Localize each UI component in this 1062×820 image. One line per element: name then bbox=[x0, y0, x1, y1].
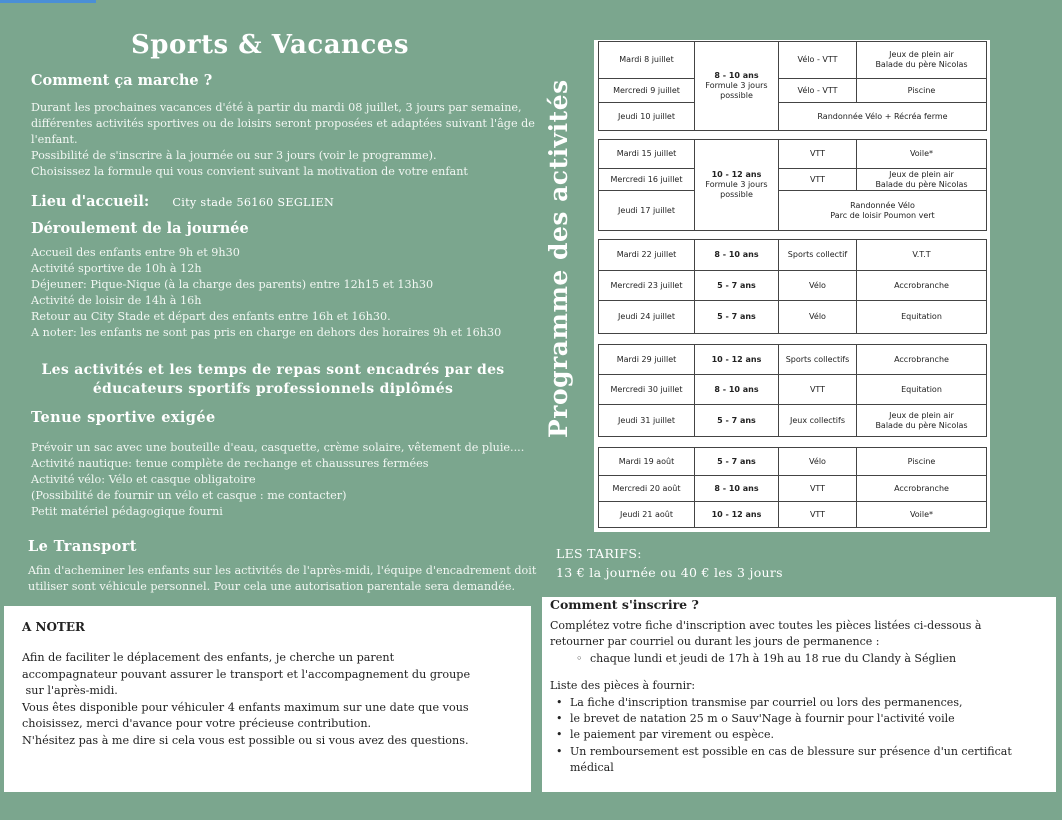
table-cell: Accrobranche bbox=[857, 345, 987, 375]
noter-box bbox=[4, 606, 531, 792]
table-cell: Jeudi 10 juillet bbox=[599, 103, 695, 131]
transport-text: Afin d'acheminer les enfants sur les activités de l'après-midi, l'équipe d'encadrement doit utiliser sont véhicule personnel. Pour cela une autorisation parentale sera demandée. bbox=[28, 564, 537, 593]
table-row bbox=[599, 271, 987, 301]
table-cell: Randonnée Vélo Parc de loisir Poumon vert bbox=[779, 191, 987, 231]
table-cell: Voile* bbox=[857, 140, 987, 169]
table-cell: Jeudi 24 juillet bbox=[599, 301, 695, 334]
table-cell: Vélo bbox=[779, 448, 857, 476]
schedule-week-1 bbox=[598, 41, 987, 131]
table-cell: Piscine bbox=[857, 448, 987, 476]
table-cell: 8 - 10 ans bbox=[695, 240, 779, 271]
table-row bbox=[599, 79, 987, 103]
table-cell: 8 - 10 ans bbox=[695, 375, 779, 405]
inscription-text: Complétez votre fiche d'inscription avec toutes les pièces listées ci-dessous à retourner par courriel ou durant les jours de permanence : ◦ chaque lundi et jeudi de 17h à 19h au 18 rue du Clandy à Séglien Liste des pièces à fournir: • La fiche d'inscription transmise par courriel ou lors des permanences, • le brevet de natation 25 m o Sauv'Nage à fournir pour l'activité voile • le paiement par virement ou espèce. • Un remboursement est possible en cas de blessure sur présence d'un certificat médical bbox=[550, 618, 1050, 777]
table-row bbox=[599, 448, 987, 476]
lieu-label: Lieu d'accueil: bbox=[31, 193, 150, 210]
table-cell: 5 - 7 ans bbox=[695, 405, 779, 437]
table-row bbox=[599, 345, 987, 375]
inscription-box bbox=[542, 597, 1056, 792]
table-cell: Vélo - VTT bbox=[779, 42, 857, 79]
table-row bbox=[599, 169, 987, 191]
corner-tab bbox=[0, 0, 96, 3]
table-cell: Vélo bbox=[779, 301, 857, 334]
table-row bbox=[599, 42, 987, 79]
tarifs-heading: LES TARIFS: bbox=[556, 546, 642, 561]
table-row bbox=[599, 103, 987, 131]
table-cell: VTT bbox=[779, 140, 857, 169]
table-row bbox=[599, 191, 987, 231]
schedule-table bbox=[594, 40, 990, 532]
how-heading: Comment ça marche ? bbox=[31, 72, 213, 89]
tarifs-value: 13 € la journée ou 40 € les 3 jours bbox=[556, 565, 783, 580]
table-row bbox=[599, 140, 987, 169]
schedule-week-2 bbox=[598, 139, 987, 231]
table-cell: Mercredi 9 juillet bbox=[599, 79, 695, 103]
table-cell: Equitation bbox=[857, 301, 987, 334]
table-cell: Mercredi 30 juillet bbox=[599, 375, 695, 405]
week1-age: 8 - 10 ans Formule 3 jours possible bbox=[695, 42, 779, 131]
schedule-week-3 bbox=[598, 239, 987, 334]
lieu-accueil bbox=[31, 191, 334, 210]
table-cell: 5 - 7 ans bbox=[695, 448, 779, 476]
table-cell: Jeux de plein air Balade du père Nicolas bbox=[857, 405, 987, 437]
table-cell: VTT bbox=[779, 169, 857, 191]
tenue-heading: Tenue sportive exigée bbox=[31, 409, 216, 426]
table-cell: 8 - 10 ans bbox=[695, 476, 779, 502]
noter-text: Afin de faciliter le déplacement des enfants, je cherche un parent accompagnateur pouvant assurer le transport et l'accompagnement du groupe sur l'après-midi. Vous êtes disponible pour véhiculer 4 enfants maximum sur une date que vous choisissez, merci d'avance pour votre précieuse contribution. N'hésitez pas à me dire si cela vous est possible ou si vous avez des questions. bbox=[22, 651, 471, 747]
table-cell: Mardi 15 juillet bbox=[599, 140, 695, 169]
inscription-heading: Comment s'inscrire ? bbox=[550, 597, 699, 612]
noter-heading: A NOTER bbox=[22, 620, 85, 634]
table-cell: VTT bbox=[779, 476, 857, 502]
table-cell: 5 - 7 ans bbox=[695, 271, 779, 301]
table-cell: Voile* bbox=[857, 502, 987, 528]
how-text: Durant les prochaines vacances d'été à partir du mardi 08 juillet, 3 jours par semaine, différentes activités sportives ou de loisirs seront proposées et adaptées suivant l'âge de l'enfant. Possibilité de s'inscrire à la journée ou sur 3 jours (voir le programme). Choisissez la formule qui vous convient suivant la motivation de votre enfant bbox=[31, 101, 535, 178]
table-cell: 10 - 12 ans bbox=[695, 345, 779, 375]
table-cell: Accrobranche bbox=[857, 271, 987, 301]
table-cell: Jeudi 17 juillet bbox=[599, 191, 695, 231]
table-cell: VTT bbox=[779, 375, 857, 405]
table-row bbox=[599, 476, 987, 502]
deroulement-text: Accueil des enfants entre 9h et 9h30 Activité sportive de 10h à 12h Déjeuner: Pique-Nique (à la charge des parents) entre 12h15 et 13h30 Activité de loisir de 14h à 16h Retour au City Stade et départ des enfants entre 16h et 16h30. A noter: les enfants ne sont pas pris en charge en dehors des horaires 9h et 16h30 bbox=[31, 246, 502, 339]
table-row bbox=[599, 502, 987, 528]
table-row bbox=[599, 301, 987, 334]
list-item: • Un remboursement est possible en cas de blessure sur présence d'un certificat bbox=[550, 744, 1050, 760]
table-cell: Accrobranche bbox=[857, 476, 987, 502]
transport-heading: Le Transport bbox=[28, 538, 137, 555]
table-cell: Equitation bbox=[857, 375, 987, 405]
deroulement-heading: Déroulement de la journée bbox=[31, 220, 249, 237]
list-item: • le paiement par virement ou espèce. bbox=[550, 727, 1050, 743]
table-cell: V.T.T bbox=[857, 240, 987, 271]
table-cell: Mercredi 16 juillet bbox=[599, 169, 695, 191]
table-row bbox=[599, 375, 987, 405]
table-cell: Jeudi 31 juillet bbox=[599, 405, 695, 437]
tenue-text: Prévoir un sac avec une bouteille d'eau, casquette, crème solaire, vêtement de pluie.... Activité nautique: tenue complète de rechange et chaussures fermées Activité vélo: Vélo et casque obligatoire (Possibilité de fournir un vélo et casque : me contacter) Petit matériel pédagogique fourni bbox=[31, 441, 525, 518]
table-cell: 5 - 7 ans bbox=[695, 301, 779, 334]
table-cell: Piscine bbox=[857, 79, 987, 103]
table-cell: Mardi 8 juillet bbox=[599, 42, 695, 79]
table-cell: Mercredi 20 août bbox=[599, 476, 695, 502]
table-cell: VTT bbox=[779, 502, 857, 528]
page-title: Sports & Vacances bbox=[131, 30, 409, 60]
table-cell: Mardi 29 juillet bbox=[599, 345, 695, 375]
table-cell: Vélo - VTT bbox=[779, 79, 857, 103]
table-cell: 10 - 12 ans bbox=[695, 502, 779, 528]
table-cell: Vélo bbox=[779, 271, 857, 301]
table-cell: Jeudi 21 août bbox=[599, 502, 695, 528]
table-cell: Jeux de plein air Balade du père Nicolas bbox=[857, 169, 987, 191]
table-cell: Randonnée Vélo + Récréa ferme bbox=[779, 103, 987, 131]
table-row bbox=[599, 240, 987, 271]
table-cell: Mercredi 23 juillet bbox=[599, 271, 695, 301]
lieu-value: City stade 56160 SEGLIEN bbox=[172, 196, 335, 209]
table-cell: Mardi 19 août bbox=[599, 448, 695, 476]
tarifs bbox=[556, 544, 783, 582]
table-cell: Sports collectifs bbox=[779, 345, 857, 375]
table-row bbox=[599, 405, 987, 437]
table-cell: Sports collectif bbox=[779, 240, 857, 271]
table-cell: Jeux de plein air Balade du père Nicolas bbox=[857, 42, 987, 79]
schedule-week-4 bbox=[598, 344, 987, 437]
week2-age: 10 - 12 ans Formule 3 jours possible bbox=[695, 140, 779, 231]
table-cell: Jeux collectifs bbox=[779, 405, 857, 437]
table-cell: Mardi 22 juillet bbox=[599, 240, 695, 271]
list-item: • La fiche d'inscription transmise par courriel ou lors des permanences, bbox=[550, 695, 1050, 711]
encadrement-note: Les activités et les temps de repas sont encadrés par des éducateurs sportifs professionnels diplômés bbox=[41, 362, 505, 397]
programme-title: Programme des activités bbox=[544, 79, 573, 438]
list-item: • le brevet de natation 25 m o Sauv'Nage à fournir pour l'activité voile bbox=[550, 711, 1050, 727]
schedule-week-5 bbox=[598, 447, 987, 528]
list-item: ◦ chaque lundi et jeudi de 17h à 19h au 18 rue du Clandy à Séglien bbox=[550, 651, 1050, 667]
